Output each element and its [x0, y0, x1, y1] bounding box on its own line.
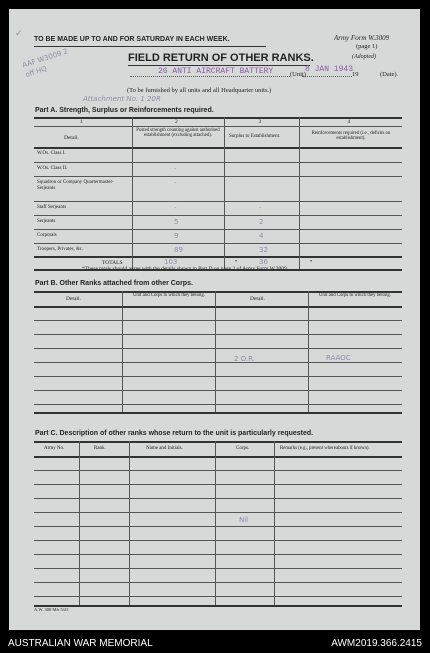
- part-c-row-rule: [34, 596, 402, 597]
- part-c-row-rule: [34, 582, 402, 583]
- part-c-row-rule: [34, 470, 402, 471]
- part-c-title: Part C. Description of other ranks whose return to the unit is particularly requested.: [35, 430, 314, 437]
- part-a-table: [34, 117, 402, 269]
- printer-note: A.W. 300 Mfr 5/41: [34, 607, 69, 612]
- part-b-row-rule: [34, 362, 402, 363]
- part-c-row-rule: [34, 512, 402, 513]
- row-posted: 9: [174, 232, 179, 240]
- part-c-row-rule: [34, 554, 402, 555]
- part-c-header: Army No.: [44, 446, 65, 451]
- part-b-entry-unit: RAAOC: [326, 354, 351, 362]
- row-detail: Troopers, Privates, &c.: [37, 247, 84, 252]
- part-b-bottom-rule: [34, 412, 402, 414]
- row-rule: [34, 243, 402, 244]
- date-label: (Date).: [380, 71, 399, 78]
- row-posted: 5: [174, 218, 179, 226]
- part-a-header: Posted strength counting against authorised establishment (excluding attached).: [136, 128, 220, 138]
- part-c-header: Name and Initials.: [146, 446, 183, 451]
- col-divider: [79, 441, 80, 605]
- col-divider: [132, 117, 133, 269]
- part-b-title: Part B. Other Ranks attached from other Corps.: [35, 280, 193, 287]
- part-b-row-rule: [34, 376, 402, 377]
- row-posted: -: [174, 204, 177, 212]
- part-b-header-rule: [34, 306, 402, 308]
- row-detail: Serjeants: [37, 219, 56, 224]
- page-label: (page 1): [356, 43, 378, 50]
- part-a-header: Detail.: [64, 135, 79, 141]
- archive-footer: [0, 630, 430, 653]
- footer-left: AUSTRALIAN WAR MEMORIAL: [8, 638, 153, 649]
- totals-marker: •: [235, 259, 238, 265]
- attached-note: Attachment No. 1 20R: [83, 95, 161, 103]
- part-c-row-rule: [34, 568, 402, 569]
- row-surplus: 4: [259, 232, 264, 240]
- row-posted: 89: [174, 246, 183, 254]
- totals-label: TOTALS: [102, 260, 123, 266]
- part-b-header: Unit and Corps to which they belong.: [132, 293, 206, 298]
- part-b-row-rule: [34, 348, 402, 349]
- row-detail: Corporals: [37, 233, 57, 238]
- title-underline: [128, 65, 310, 66]
- col-number: 4: [347, 119, 351, 125]
- row-detail: Staff Serjeants: [37, 205, 67, 210]
- row-detail: W.Os. Class I.: [37, 151, 66, 156]
- part-c-entry-corps: Nil: [239, 516, 249, 524]
- part-b-header: Unit and Corps to which they belong.: [318, 293, 392, 298]
- col-number: 1: [80, 119, 83, 125]
- col-divider: [224, 117, 225, 269]
- col-divider: [299, 117, 300, 269]
- col-divider: [129, 441, 130, 605]
- part-c-header-rule: [34, 456, 402, 458]
- totals-top-rule: [34, 256, 402, 258]
- part-b-row-rule: [34, 320, 402, 321]
- part-c-bottom-rule: [34, 605, 402, 607]
- date-line: [302, 76, 352, 77]
- year-suffix: 19: [352, 71, 359, 78]
- totals-surplus: 36: [259, 258, 268, 266]
- unit-stamp: 26 ANTI AIRCRAFT BATTERY: [158, 67, 274, 76]
- part-c-row-rule: [34, 540, 402, 541]
- part-b-row-rule: [34, 334, 402, 335]
- row-detail: Squadron or Company Quartermaster-Serjeants: [37, 180, 114, 191]
- part-b-row-rule: [34, 404, 402, 405]
- col-divider: [215, 441, 216, 605]
- row-rule: [34, 176, 402, 177]
- form-title: FIELD RETURN OF OTHER RANKS.: [128, 52, 314, 64]
- row-surplus: -: [259, 204, 262, 212]
- part-b-header: Detail.: [250, 296, 265, 302]
- part-c-top-rule: [34, 441, 402, 443]
- part-c-header: Remarks (e.g., present whereabouts if known).: [280, 446, 370, 451]
- notice-text: TO BE MADE UP TO AND FOR SATURDAY IN EACH WEEK.: [34, 36, 230, 43]
- unit-line: [130, 76, 290, 77]
- row-rule: [34, 215, 402, 216]
- col-number: 2: [175, 119, 178, 125]
- row-detail: W.Os. Class II.: [37, 166, 68, 171]
- row-rule: [34, 162, 402, 163]
- margin-note: AAF W3009 2 off HQ: [21, 47, 69, 80]
- footer-right: AWM2019.366.2415: [331, 638, 422, 649]
- part-c-header: Rank.: [94, 446, 106, 451]
- col-divider: [122, 291, 123, 412]
- row-posted: -: [174, 179, 177, 187]
- col-number: 3: [258, 119, 262, 125]
- date-stamp: 8 JAN 1943: [305, 65, 354, 74]
- form-sheet: [9, 9, 420, 630]
- part-c-row-rule: [34, 526, 402, 527]
- part-b-header: Detail.: [66, 296, 81, 302]
- col-divider: [215, 291, 216, 412]
- unit-label: (Unit): [290, 71, 306, 78]
- part-a-note: *These totals should agree with the details shown in Part D on page 2 of Army Form W.3009.: [82, 266, 289, 272]
- part-a-header: Surplus to Establishment.: [229, 134, 281, 139]
- part-c-row-rule: [34, 484, 402, 485]
- pencil-mark: ✓: [15, 29, 23, 39]
- col-divider: [308, 291, 309, 412]
- form-name: Army Form W.3009: [334, 34, 390, 42]
- part-c-row-rule: [34, 498, 402, 499]
- header-rule: [34, 147, 402, 149]
- col-divider: [274, 441, 275, 605]
- part-b-table: [34, 291, 402, 412]
- part-b-entry-detail: 2 O.R.: [234, 355, 255, 363]
- part-a-title: Part A. Strength, Surplus or Reinforcements required.: [35, 107, 214, 114]
- part-a-header: Reinforcements required (i.e., deficits on establishment).: [311, 131, 391, 141]
- row-posted: -: [174, 165, 177, 173]
- adopted-label: (Adopted): [352, 54, 376, 60]
- totals-posted: 103: [164, 258, 178, 266]
- row-rule: [34, 229, 402, 230]
- row-surplus: 32: [259, 246, 268, 254]
- row-rule: [34, 201, 402, 202]
- row-surplus: 2: [259, 218, 264, 226]
- part-c-table: [34, 441, 402, 605]
- col-number-rule: [34, 126, 402, 127]
- part-b-row-rule: [34, 390, 402, 391]
- totals-marker: •: [310, 259, 313, 265]
- part-c-header: Corps.: [236, 446, 250, 451]
- subtitle: (To be furnished by all units and all Headquarter units.): [127, 87, 272, 94]
